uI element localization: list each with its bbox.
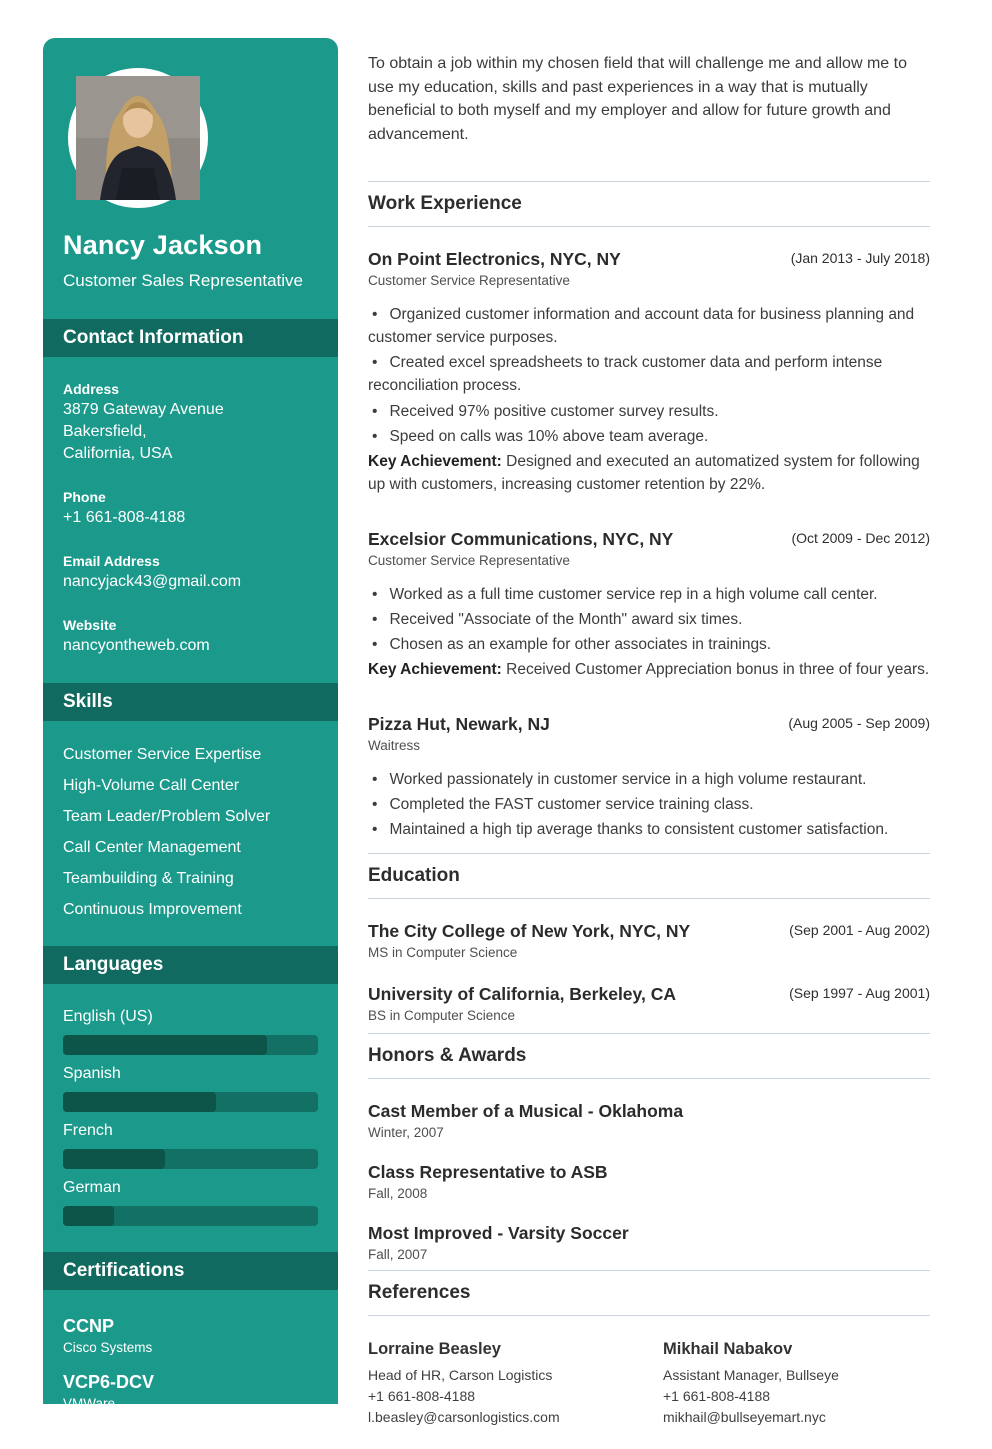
reference-role: Head of HR, Carson Logistics bbox=[368, 1367, 553, 1384]
references-section bbox=[368, 1316, 930, 1428]
job-bullet: • Organized customer information and account data for business planning and customer service purposes. bbox=[368, 303, 930, 350]
key-achievement-text: Designed and executed an automatized system for following up with customers, increasing customer retention by 22%. bbox=[368, 453, 920, 494]
award-entry bbox=[368, 1162, 930, 1201]
section-band-skills: Skills bbox=[43, 683, 338, 721]
job-bullet: • Maintained a high tip average thanks to consistent customer satisfaction. bbox=[368, 818, 930, 841]
resume-main-column bbox=[368, 38, 930, 1428]
job-dates: (Aug 2005 - Sep 2009) bbox=[788, 714, 930, 731]
award-title: Class Representative to ASB bbox=[368, 1162, 608, 1183]
reference-email: l.beasley@carsonlogistics.com bbox=[368, 1409, 560, 1426]
award-entry bbox=[368, 1101, 930, 1140]
skills-section bbox=[43, 745, 338, 920]
key-achievement-text: Received Customer Appreciation bonus in three of four years. bbox=[506, 661, 930, 679]
certification-item bbox=[63, 1315, 318, 1357]
skill-item: High-Volume Call Center bbox=[63, 776, 240, 794]
education-header: Education bbox=[368, 853, 930, 899]
job-bullet: • Chosen as an example for other associates in trainings. bbox=[368, 633, 930, 656]
language-level-bar bbox=[63, 1035, 318, 1055]
certification-issuer: VMWare bbox=[63, 1395, 116, 1411]
award-title: Cast Member of a Musical - Oklahoma bbox=[368, 1101, 684, 1122]
certification-issuer: Cisco Systems bbox=[63, 1339, 153, 1355]
address-line: California, USA bbox=[63, 444, 173, 462]
key-achievement-label: Key Achievement: bbox=[368, 453, 502, 471]
candidate-name: Nancy Jackson bbox=[63, 230, 263, 260]
reference-phone: +1 661-808-4188 bbox=[663, 1388, 771, 1405]
job-bullet: • Worked passionately in customer service in a high volume restaurant. bbox=[368, 768, 930, 791]
language-item bbox=[63, 1007, 318, 1055]
skill-item: Continuous Improvement bbox=[63, 900, 242, 918]
section-band-contact: Contact Information bbox=[43, 319, 338, 357]
language-name: Spanish bbox=[63, 1064, 121, 1082]
contact-website bbox=[63, 615, 318, 657]
school-degree: BS in Computer Science bbox=[368, 1008, 516, 1024]
email-value: nancyjack43@gmail.com bbox=[63, 572, 242, 590]
reference-entry bbox=[368, 1340, 663, 1428]
phone-label: Phone bbox=[63, 488, 106, 505]
job-role: Waitress bbox=[368, 737, 421, 753]
work-experience-header: Work Experience bbox=[368, 181, 930, 227]
contact-address bbox=[63, 379, 318, 465]
job-role: Customer Service Representative bbox=[368, 552, 570, 568]
address-line: 3879 Gateway Avenue bbox=[63, 400, 224, 418]
contact-phone bbox=[63, 487, 318, 529]
school-degree: MS in Computer Science bbox=[368, 945, 518, 961]
reference-phone: +1 661-808-4188 bbox=[368, 1388, 476, 1405]
language-level-fill bbox=[63, 1035, 267, 1055]
skill-item: Teambuilding & Training bbox=[63, 869, 234, 887]
email-label: Email Address bbox=[63, 552, 160, 569]
language-name: French bbox=[63, 1121, 113, 1139]
education-entry bbox=[368, 921, 930, 960]
language-level-fill bbox=[63, 1206, 114, 1226]
language-level-fill bbox=[63, 1092, 216, 1112]
contact-email bbox=[63, 551, 318, 593]
reference-name: Mikhail Nabakov bbox=[663, 1340, 793, 1359]
job-company: Pizza Hut, Newark, NJ bbox=[368, 713, 550, 734]
key-achievement-label: Key Achievement: bbox=[368, 661, 502, 679]
objective-text: To obtain a job within my chosen field that will challenge me and allow me to use my education, skills and past experiences in a way that is mutually beneficial to both myself and my employer and allow for future growth and advancement. bbox=[368, 55, 907, 144]
contact-section bbox=[43, 379, 338, 657]
award-title: Most Improved - Varsity Soccer bbox=[368, 1223, 629, 1244]
website-value: nancyontheweb.com bbox=[63, 636, 210, 654]
reference-name: Lorraine Beasley bbox=[368, 1340, 501, 1359]
school-name: The City College of New York, NYC, NY bbox=[368, 921, 691, 942]
candidate-title: Customer Sales Representative bbox=[63, 271, 304, 290]
language-level-fill bbox=[63, 1149, 165, 1169]
award-date: Fall, 2007 bbox=[368, 1247, 428, 1263]
job-dates: (Oct 2009 - Dec 2012) bbox=[791, 529, 930, 546]
certification-item bbox=[63, 1427, 318, 1449]
certification-name: DCUCI Exam bbox=[63, 1427, 174, 1448]
work-experience-section bbox=[368, 227, 930, 842]
reference-email: mikhail@bullseyemart.nyc bbox=[663, 1409, 826, 1426]
website-label: Website bbox=[63, 616, 117, 633]
key-achievement bbox=[368, 658, 930, 681]
honors-section bbox=[368, 1079, 930, 1262]
job-entry bbox=[368, 249, 930, 497]
job-bullet: • Completed the FAST customer service training class. bbox=[368, 793, 930, 816]
profile-photo-illustration bbox=[76, 76, 200, 200]
profile-photo bbox=[68, 68, 208, 208]
skill-item: Call Center Management bbox=[63, 838, 241, 856]
certification-name: VCP6-DCV bbox=[63, 1371, 155, 1392]
section-band-certifications: Certifications bbox=[43, 1252, 338, 1290]
job-dates: (Jan 2013 - July 2018) bbox=[790, 249, 930, 266]
reference-role: Assistant Manager, Bullseye bbox=[663, 1367, 839, 1384]
references-header: References bbox=[368, 1270, 930, 1316]
language-item bbox=[63, 1121, 318, 1169]
address-label: Address bbox=[63, 380, 120, 397]
job-bullet: • Worked as a full time customer service rep in a high volume call center. bbox=[368, 583, 930, 606]
job-role: Customer Service Representative bbox=[368, 272, 570, 288]
job-entry bbox=[368, 714, 930, 842]
languages-section bbox=[43, 1007, 338, 1226]
language-level-bar bbox=[63, 1092, 318, 1112]
sidebar bbox=[43, 38, 338, 1448]
job-company: Excelsior Communications, NYC, NY bbox=[368, 528, 674, 549]
education-section bbox=[368, 899, 930, 1023]
certifications-section bbox=[43, 1315, 338, 1449]
key-achievement bbox=[368, 450, 930, 497]
skill-item: Team Leader/Problem Solver bbox=[63, 807, 271, 825]
language-item bbox=[63, 1064, 318, 1112]
education-entry bbox=[368, 984, 930, 1023]
award-entry bbox=[368, 1223, 930, 1262]
certification-item bbox=[63, 1371, 318, 1413]
job-entry bbox=[368, 529, 930, 682]
job-bullet: • Speed on calls was 10% above team average. bbox=[368, 425, 930, 448]
reference-entry bbox=[663, 1340, 930, 1428]
school-dates: (Sep 1997 - Aug 2001) bbox=[789, 985, 930, 1002]
section-band-languages: Languages bbox=[43, 946, 338, 984]
certification-name: CCNP bbox=[63, 1315, 115, 1336]
school-dates: (Sep 2001 - Aug 2002) bbox=[789, 922, 930, 939]
job-bullet: • Received "Associate of the Month" award six times. bbox=[368, 608, 930, 631]
skill-item: Customer Service Expertise bbox=[63, 745, 262, 763]
school-name: University of California, Berkeley, CA bbox=[368, 984, 676, 1005]
language-name: German bbox=[63, 1178, 121, 1196]
address-line: Bakersfield, bbox=[63, 422, 147, 440]
language-item bbox=[63, 1178, 318, 1226]
award-date: Fall, 2008 bbox=[368, 1186, 428, 1202]
job-company: On Point Electronics, NYC, NY bbox=[368, 248, 621, 269]
award-date: Winter, 2007 bbox=[368, 1125, 444, 1141]
language-level-bar bbox=[63, 1149, 318, 1169]
language-level-bar bbox=[63, 1206, 318, 1226]
job-bullet: • Created excel spreadsheets to track customer data and perform intense reconciliation process. bbox=[368, 351, 930, 398]
job-bullet: • Received 97% positive customer survey results. bbox=[368, 400, 930, 423]
honors-header: Honors & Awards bbox=[368, 1033, 930, 1079]
language-name: English (US) bbox=[63, 1007, 153, 1025]
phone-value: +1 661-808-4188 bbox=[63, 508, 186, 526]
